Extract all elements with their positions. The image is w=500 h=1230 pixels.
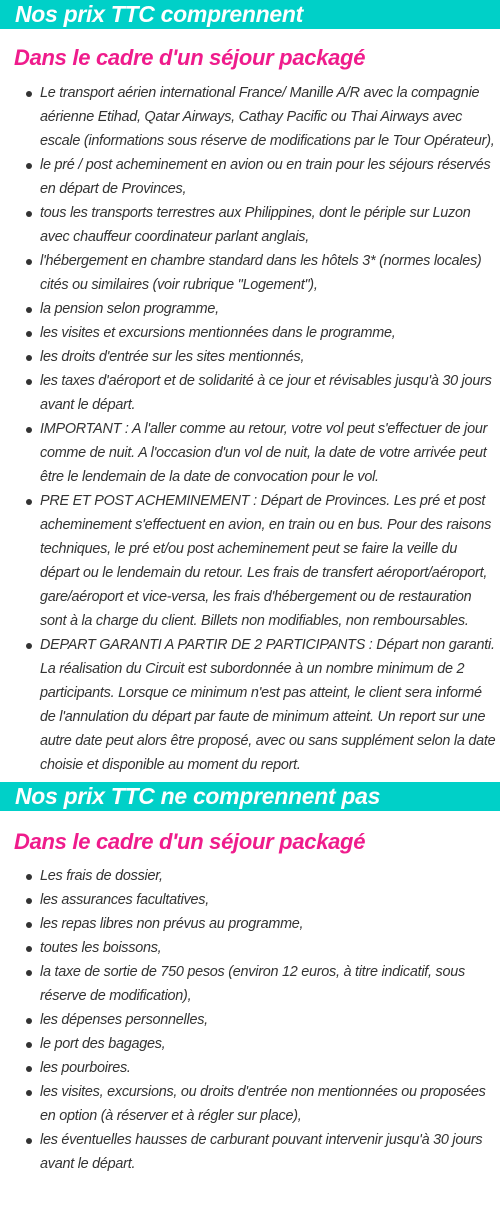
list-item	[40, 888, 500, 912]
list-item-text: les repas libres non prévus au programme,	[40, 916, 304, 932]
list-item-text: les dépenses personnelles,	[40, 1012, 208, 1028]
bullet-icon	[26, 1042, 32, 1048]
list-item-text: le port des bagages,	[40, 1036, 166, 1052]
list-item-text: les assurances facultatives,	[40, 892, 209, 908]
included-heading: Nos prix TTC comprennent	[0, 0, 500, 29]
bullet-icon	[26, 355, 32, 361]
list-item	[40, 249, 500, 297]
bullet-icon	[26, 91, 32, 97]
bullet-icon	[26, 1018, 32, 1024]
list-item-text: le pré / post acheminement en avion ou en train pour les séjours réservés en départ de Provinces,	[40, 157, 491, 197]
list-item-text: PRE ET POST ACHEMINEMENT : Départ de Provinces. Les pré et post acheminement s'effectuent en avion, en train ou en bus. Pour des raisons techniques, le pré et/ou post acheminement peut se faire la veille du départ ou le lendemain du retour. Les frais de transfert aéroport/aéroport, gare/aéroport et vice-versa, les frais d'hébergement ou de restauration sont à la charge du client. Billets non modifiables, non remboursables.	[40, 493, 492, 629]
list-item-text: l'hébergement en chambre standard dans les hôtels 3* (normes locales) cités ou similaires (voir rubrique "Logement"),	[40, 253, 482, 293]
list-item	[40, 1128, 500, 1176]
list-item	[40, 936, 500, 960]
list-item-text: tous les transports terrestres aux Philippines, dont le périple sur Luzon avec chauffeur coordinateur parlant anglais,	[40, 205, 471, 245]
list-item	[40, 1008, 500, 1032]
list-item-text: toutes les boissons,	[40, 940, 162, 956]
list-item	[40, 960, 500, 1008]
bullet-icon	[26, 874, 32, 880]
list-item-text: les visites, excursions, ou droits d'entrée non mentionnées ou proposées en option (à réserver et à régler sur place),	[40, 1084, 486, 1124]
list-item	[40, 1032, 500, 1056]
bullet-icon	[26, 1090, 32, 1096]
bullet-icon	[26, 379, 32, 385]
excluded-heading: Nos prix TTC ne comprennent pas	[0, 782, 500, 811]
list-item	[40, 1056, 500, 1080]
list-item-text: les taxes d'aéroport et de solidarité à ce jour et révisables jusqu'à 30 jours avant le départ.	[40, 373, 492, 413]
list-item-text: les visites et excursions mentionnées dans le programme,	[40, 325, 396, 341]
list-item	[40, 201, 500, 249]
list-item-text: les pourboires.	[40, 1060, 131, 1076]
list-item	[40, 489, 500, 633]
included-subheading: Dans le cadre d'un séjour packagé	[14, 45, 366, 70]
list-item	[40, 864, 500, 888]
excluded-section	[0, 782, 500, 1176]
bullet-icon	[26, 1138, 32, 1144]
list-item	[40, 912, 500, 936]
list-item	[40, 297, 500, 321]
bullet-icon	[26, 331, 32, 337]
list-item	[40, 345, 500, 369]
bullet-icon	[26, 922, 32, 928]
bullet-icon	[26, 946, 32, 952]
list-item-text: IMPORTANT : A l'aller comme au retour, votre vol peut s'effectuer de jour comme de nuit. A l'occasion d'un vol de nuit, la date de votre arrivée peut être le lendemain de la date de convocation pour le vol.	[40, 421, 488, 485]
list-item	[40, 633, 500, 777]
included-list	[0, 81, 500, 777]
excluded-subheading: Dans le cadre d'un séjour packagé	[14, 829, 366, 854]
bullet-icon	[26, 643, 32, 649]
list-item	[40, 1080, 500, 1128]
bullet-icon	[26, 1066, 32, 1072]
list-item-text: les droits d'entrée sur les sites mentionnés,	[40, 349, 305, 365]
bullet-icon	[26, 970, 32, 976]
list-item-text: DEPART GARANTI A PARTIR DE 2 PARTICIPANTS : Départ non garanti. La réalisation du Circuit est subordonnée à un nombre minimum de 2 participants. Lorsque ce minimum n'est pas atteint, le client sera informé de l'annulation du départ par faute de minimum atteint. Un report sur une autre date peut alors être proposé, avec ou sans supplément selon la date choisie et disponible au moment du report.	[40, 637, 496, 773]
bullet-icon	[26, 307, 32, 313]
list-item	[40, 81, 500, 153]
bullet-icon	[26, 427, 32, 433]
list-item	[40, 321, 500, 345]
bullet-icon	[26, 259, 32, 265]
list-item-text: la pension selon programme,	[40, 301, 219, 317]
bullet-icon	[26, 163, 32, 169]
list-item-text: Le transport aérien international France/ Manille A/R avec la compagnie aérienne Etihad, Qatar Airways, Cathay Pacific ou Thai Airways avec escale (informations sous réserve de modifications par le Tour Opérateur),	[40, 85, 495, 149]
list-item-text: la taxe de sortie de 750 pesos (environ 12 euros, à titre indicatif, sous réserve de modification),	[40, 964, 465, 1004]
bullet-icon	[26, 211, 32, 217]
list-item-text: Les frais de dossier,	[40, 868, 163, 884]
bullet-icon	[26, 898, 32, 904]
list-item	[40, 417, 500, 489]
list-item	[40, 153, 500, 201]
list-item-text: les éventuelles hausses de carburant pouvant intervenir jusqu'à 30 jours avant le départ.	[40, 1132, 483, 1172]
list-item	[40, 369, 500, 417]
excluded-list	[0, 864, 500, 1176]
bullet-icon	[26, 499, 32, 505]
